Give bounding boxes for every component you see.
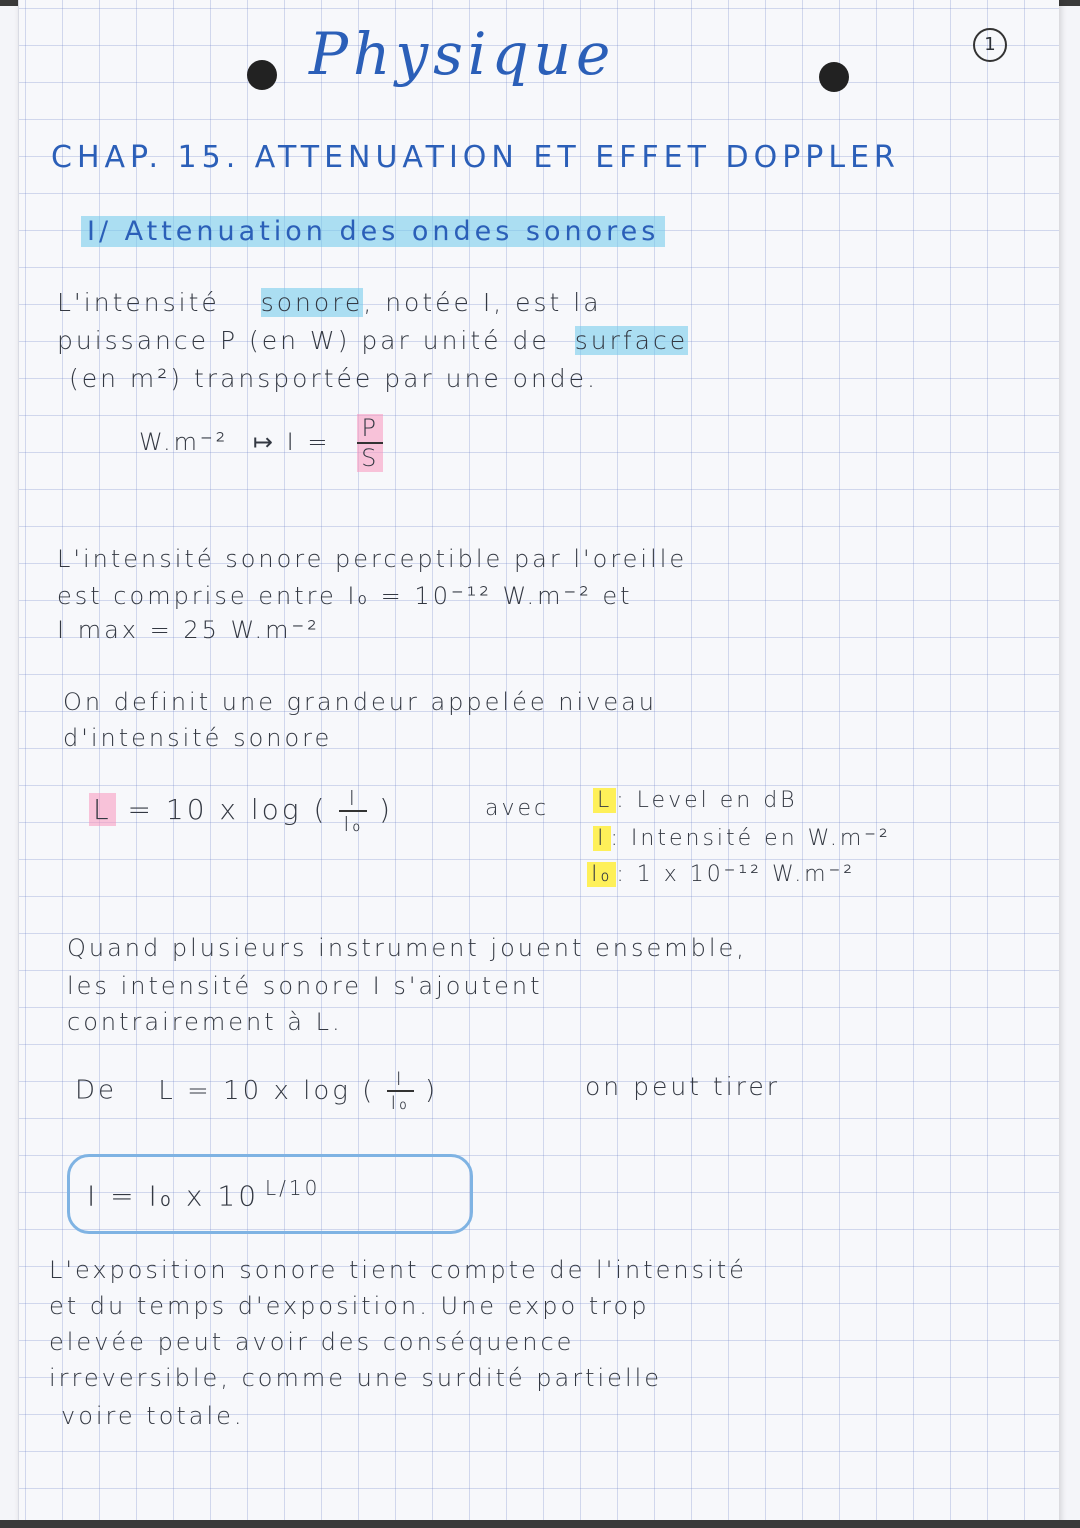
bullet-dot-right — [819, 62, 849, 92]
formula3-fraction — [387, 1068, 414, 1114]
para4-line1: Quand plusieurs instrument jouent ensemble, — [67, 934, 747, 962]
grid-paper-sheet — [18, 0, 1059, 1528]
boxed-exponent: L/10 — [265, 1176, 321, 1200]
def2-symbol: I — [593, 826, 611, 851]
formula3-denominator: I₀ — [390, 1092, 410, 1114]
formula2-denominator: I₀ — [343, 812, 364, 836]
word-sonore-highlight: sonore — [260, 288, 364, 317]
para1-line1-rest: , notée I, est la — [363, 288, 602, 317]
formula3-eq: L = 10 x log ( — [158, 1075, 376, 1106]
para2-line2: est comprise entre I₀ = 10⁻¹² W.m⁻² et — [57, 582, 633, 610]
def3-symbol: I₀ — [587, 862, 616, 887]
formula3-close: ) — [425, 1075, 439, 1106]
para4-line2: les intensité sonore I s'ajoutent — [67, 972, 543, 1000]
formula1-unit: W.m⁻² — [139, 428, 229, 456]
section-heading: I/ Attenuation des ondes sonores — [81, 216, 665, 247]
page-title: Physique — [309, 20, 616, 88]
def2-text: : Intensité en W.m⁻² — [610, 826, 891, 851]
para1-line2-text: puissance P (en W) par unité de — [57, 326, 550, 355]
formula2-close: ) — [379, 793, 394, 826]
para4-line3: contrairement à L. — [67, 1008, 343, 1036]
formula2-L: L — [89, 793, 116, 826]
word-surface-highlight: surface — [574, 326, 689, 355]
para1-line3: (en m²) transportée par une onde. — [69, 364, 598, 393]
para3-line2: d'intensité sonore — [63, 724, 333, 752]
formula2-numerator: I — [339, 786, 367, 812]
para1-line1 — [57, 288, 602, 317]
formula3-tail: on peut tirer — [585, 1072, 781, 1101]
def1-symbol: L — [593, 788, 616, 813]
para5-line2: et du temps d'exposition. Une expo trop — [49, 1292, 650, 1320]
bullet-dot-left — [247, 60, 277, 90]
formula1-numerator: P — [357, 414, 383, 444]
formula2 — [89, 786, 393, 836]
para5-line1: L'exposition sonore tient compte de l'intensité — [49, 1256, 747, 1284]
formula1-denominator: S — [357, 444, 383, 472]
formula3-de: De — [75, 1075, 118, 1106]
def3-text: : 1 x 10⁻¹² W.m⁻² — [616, 862, 856, 887]
formula1-arrow: ↦ I = — [252, 428, 331, 456]
para5-line5: voire totale. — [61, 1402, 245, 1430]
formula2-def3 — [587, 862, 855, 887]
photo-edge-bottom — [0, 1520, 1080, 1528]
boxed-formula — [87, 1176, 320, 1212]
formula2-def2 — [593, 826, 891, 851]
para2-line1: L'intensité sonore perceptible par l'oreille — [57, 545, 688, 573]
formula1 — [139, 414, 383, 472]
formula2-def1 — [593, 788, 798, 813]
chapter-heading: CHAP. 15. ATTENUATION ET EFFET DOPPLER — [51, 140, 900, 175]
page-number-badge: 1 — [973, 28, 1007, 62]
formula3-numerator: I — [387, 1068, 414, 1092]
formula2-avec: avec — [485, 796, 550, 821]
boxed-lhs: I = I₀ x 10 — [87, 1179, 260, 1213]
para5-line3: elevée peut avoir des conséquence — [49, 1328, 575, 1356]
formula1-fraction — [357, 414, 383, 472]
para1-line2 — [57, 326, 688, 355]
para5-line4: irreversible, comme une surdité partielle — [49, 1364, 663, 1392]
def1-text: : Level en dB — [616, 788, 798, 813]
word-intensite: L'intensité — [57, 288, 220, 317]
para2-line3: I max = 25 W.m⁻² — [57, 616, 320, 644]
formula3 — [75, 1068, 438, 1114]
para3-line1: On definit une grandeur appelée niveau — [63, 688, 658, 716]
formula2-fraction — [339, 786, 367, 836]
formula2-eq: = 10 x log ( — [127, 793, 328, 826]
